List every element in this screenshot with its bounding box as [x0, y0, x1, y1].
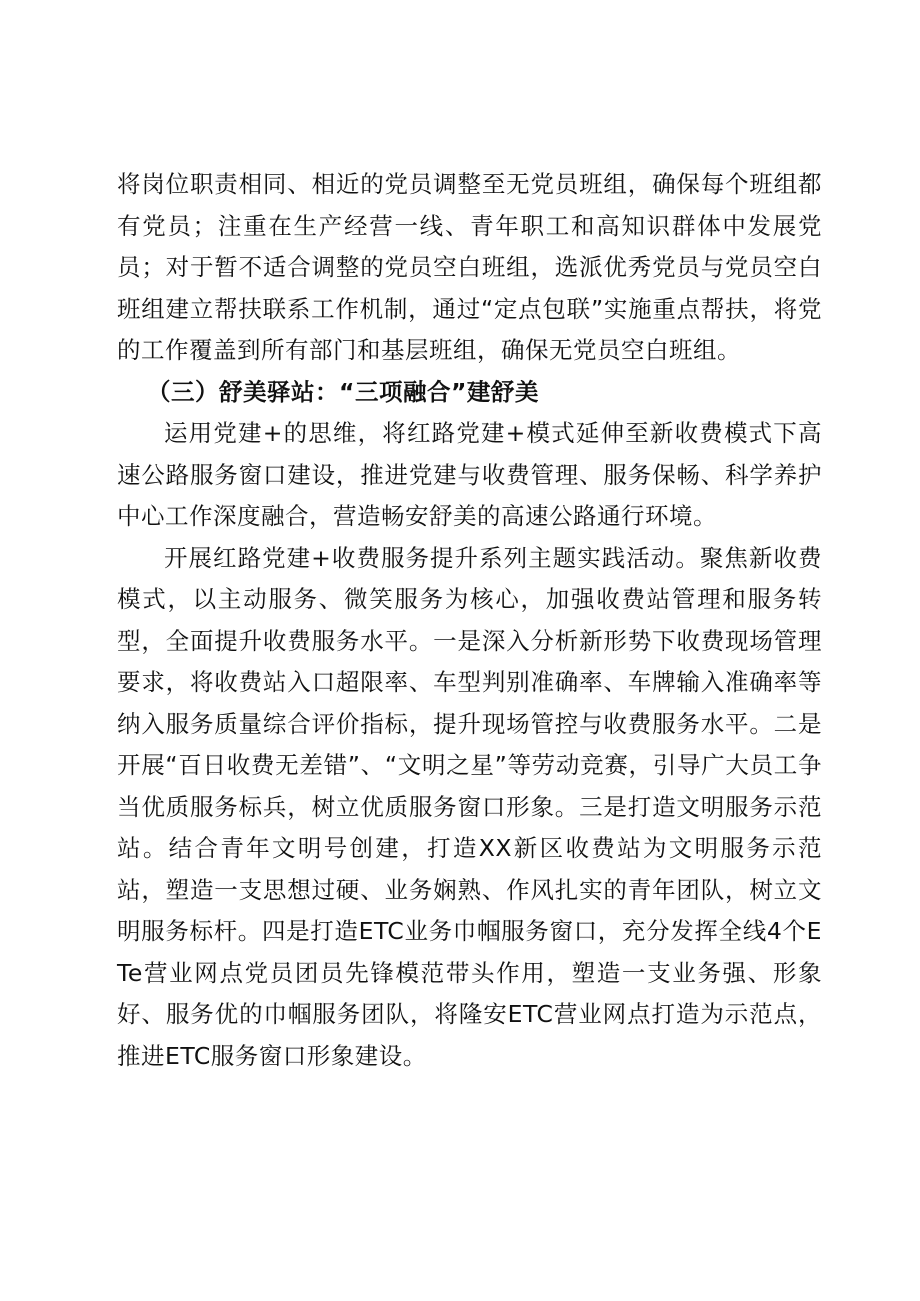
paragraph-party-member-adjustment: 将岗位职责相同、相近的党员调整至无党员班组，确保每个班组都有党员；注重在生产经营一线、青年职工和高知识群体中发展党员；对于暂不适合调整的党员空白班组，选派优秀党员与党员空白班组建立帮扶联系工作机制，通过“定点包联”实施重点帮扶，将党的工作覆盖到所有部门和基层班组，确保无党员空白班组。: [117, 170, 822, 364]
paragraph-toll-service-improvement: 开展红路党建+收费服务提升系列主题实践活动。聚焦新收费模式，以主动服务、微笑服务为核心，加强收费站管理和服务转型，全面提升收费服务水平。一是深入分析新形势下收费现场管理要求，将收费站入口超限率、车型判别准确率、车牌输入准确率等纳入服务质量综合评价指标，提升现场管控与收费服务水平。二是开展“百日收费无差错”、“文明之星”等劳动竞赛，引导广大员工争当优质服务标兵，树立优质服务窗口形象。三是打造文明服务示范站。结合青年文明号创建，打造XX新区收费站为文明服务示范站，塑造一支思想过硬、业务娴熟、作风扎实的青年团队，树立文明服务标杆。四是打造ETC业务巾帼服务窗口，充分发挥全线4个ETe营业网点党员团员先锋模范带头作用，塑造一支业务强、形象好、服务优的巾帼服务团队，将隆安ETC营业网点打造为示范点，推进ETC服务窗口形象建设。: [117, 543, 822, 1070]
paragraph-party-building-integration: 运用党建+的思维，将红路党建+模式延伸至新收费模式下高速公路服务窗口建设，推进党建与收费管理、服务保畅、科学养护中心工作深度融合，营造畅安舒美的高速公路通行环境。: [117, 419, 822, 530]
document-body: [117, 164, 822, 1077]
section-heading-three: （三）舒美驿站：“三项融合”建舒美: [147, 377, 539, 406]
